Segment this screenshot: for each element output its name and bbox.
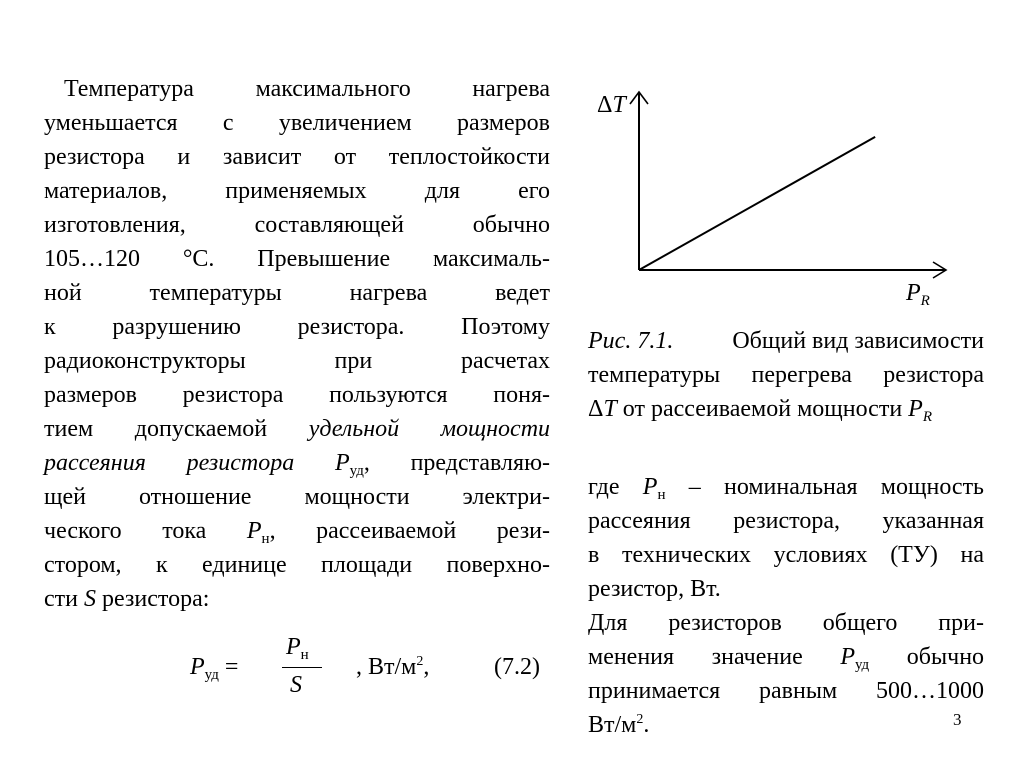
unit-text: , xyxy=(423,654,430,680)
text-line: в технических условиях (ТУ) на xyxy=(588,542,984,568)
page-number: 3 xyxy=(953,710,962,729)
text-line xyxy=(44,412,550,446)
text-plain: Вт/м xyxy=(588,712,637,738)
subscript: н xyxy=(300,647,309,663)
text-plain: , рассеиваемой рези- xyxy=(269,518,551,544)
caption-text: Общий вид зависимости xyxy=(732,328,984,354)
caption-line xyxy=(588,324,984,358)
subscript: уд xyxy=(204,667,219,683)
text-plain: где xyxy=(588,474,620,500)
subscript: R xyxy=(922,409,933,425)
text-line: стором, к единице площади поверхно- xyxy=(44,552,550,578)
caption-line xyxy=(588,392,984,426)
x-axis-arrow xyxy=(933,262,946,278)
text-plain: тием допускаемой xyxy=(44,416,268,442)
subscript: н xyxy=(261,531,270,547)
text-line xyxy=(44,582,550,616)
symbol-t: T xyxy=(612,92,626,118)
symbol-p: P xyxy=(908,396,923,422)
formula-number: (7.2) xyxy=(494,654,540,680)
text-line: изготовления, составляющей обычно xyxy=(44,212,550,238)
text-line: 105…120 °С. Превышение максималь- xyxy=(44,246,550,272)
figure-caption xyxy=(588,324,984,426)
superscript: 2 xyxy=(636,712,644,727)
delta-symbol: Δ xyxy=(588,396,604,422)
text-line: к разрушению резистора. Поэтому xyxy=(44,314,550,340)
text-line: резистора и зависит от теплостойкости xyxy=(44,144,550,170)
equals-sign: = xyxy=(224,654,239,680)
text-line xyxy=(44,446,550,480)
symbol-s: S xyxy=(83,586,96,612)
text-line xyxy=(588,708,984,742)
text-plain: обычно xyxy=(906,644,985,670)
formula-numerator xyxy=(286,634,309,661)
symbol-t: T xyxy=(603,396,617,422)
text-line xyxy=(588,640,984,674)
text-plain: . xyxy=(643,712,650,738)
symbol-p: P xyxy=(286,634,301,660)
symbol-p: P xyxy=(334,450,350,476)
symbol-p: P xyxy=(840,644,855,670)
subscript: R xyxy=(920,293,930,309)
symbol-p: P xyxy=(190,654,205,680)
text-plain: резистора: xyxy=(101,586,210,612)
text-line: Температура максимального нагрева xyxy=(64,76,550,102)
formula-denominator: S xyxy=(290,672,302,698)
caption-line: температуры перегрева резистора xyxy=(588,362,984,388)
text-plain: ческого тока xyxy=(44,518,207,544)
text-plain: , представляю- xyxy=(363,450,550,476)
text-line xyxy=(44,514,550,548)
subscript: уд xyxy=(349,463,364,479)
text-line: принимается равным 500…1000 xyxy=(588,678,984,704)
text-line xyxy=(588,470,984,504)
y-axis-arrow xyxy=(630,92,648,104)
series-line xyxy=(639,137,875,270)
y-axis-label xyxy=(597,92,626,119)
text-line: щей отношение мощности электри- xyxy=(44,484,550,510)
symbol-p: P xyxy=(906,280,921,306)
term-italic: удельной мощности xyxy=(308,416,551,442)
text-line: Для резисторов общего при- xyxy=(588,610,984,636)
unit-text: , Вт/м xyxy=(356,654,417,680)
text-line: рассеяния резистора, указанная xyxy=(588,508,984,534)
superscript: 2 xyxy=(416,654,424,669)
text-plain: – номинальная мощность xyxy=(688,474,984,500)
symbol-p: P xyxy=(246,518,262,544)
subscript: уд xyxy=(855,657,870,673)
symbol-p: P xyxy=(642,474,658,500)
text-line: уменьшается с увеличением размеров xyxy=(44,110,550,136)
formula-lhs xyxy=(190,654,238,681)
caption-text: от рассеиваемой мощности xyxy=(622,396,903,422)
right-paragraph xyxy=(588,470,984,742)
delta-symbol: Δ xyxy=(597,92,613,118)
text-line: материалов, применяемых для его xyxy=(44,178,550,204)
fraction-bar xyxy=(282,667,322,668)
text-line: ной температуры нагрева ведет xyxy=(44,280,550,306)
subscript: н xyxy=(657,487,666,503)
text-plain: менения значение xyxy=(588,644,803,670)
text-line: радиоконструкторы при расчетах xyxy=(44,348,550,374)
text-line: размеров резистора пользуются поня- xyxy=(44,382,550,408)
term-italic: рассеяния резистора xyxy=(44,450,295,476)
text-plain: сти xyxy=(44,586,78,612)
x-axis-label xyxy=(906,280,930,307)
formula-unit xyxy=(356,654,429,681)
text-line: резистор, Вт. xyxy=(588,576,721,602)
caption-label: Рис. 7.1. xyxy=(588,328,674,354)
left-paragraph xyxy=(44,72,550,616)
